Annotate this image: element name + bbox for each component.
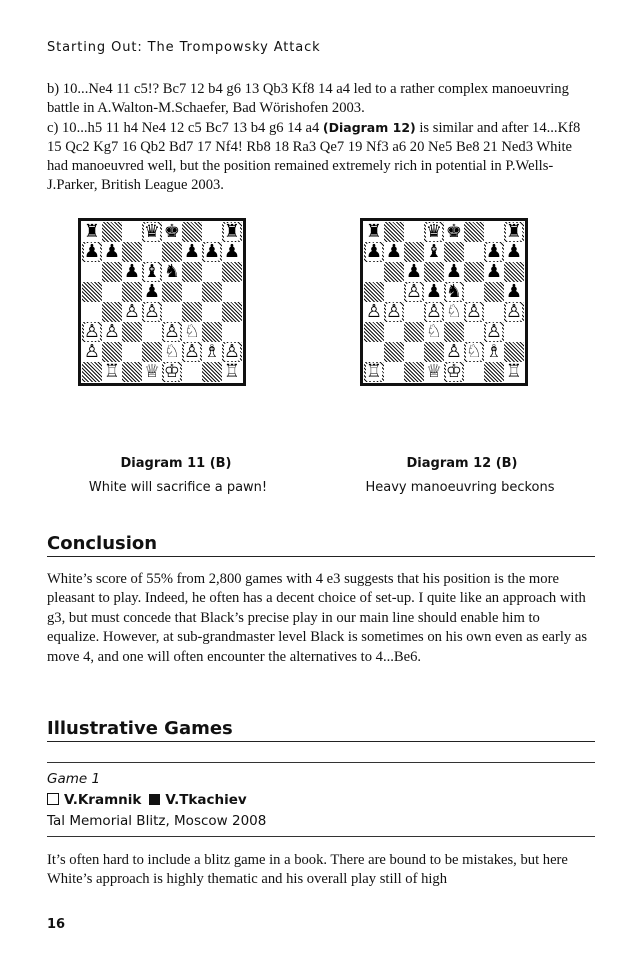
white-king-icon: ♔: [445, 362, 463, 382]
board-square: [222, 242, 242, 262]
board-square: [404, 362, 424, 382]
board-square: [102, 282, 122, 302]
black-pawn-icon: ♟: [365, 242, 383, 262]
board-square: [444, 302, 464, 322]
black-king-icon: ♚: [445, 222, 463, 242]
board-square: [504, 302, 524, 322]
board-square: [404, 282, 424, 302]
board-square: [384, 262, 404, 282]
board-square: [222, 342, 242, 362]
diagram-12-reference: (Diagram 12): [322, 120, 416, 135]
white-pawn-icon: ♙: [123, 302, 141, 322]
board-square: [222, 302, 242, 322]
board-square: [364, 242, 384, 262]
running-head: Starting Out: The Trompowsky Attack: [47, 40, 321, 55]
game-event: Tal Memorial Blitz, Moscow 2008: [47, 813, 267, 829]
white-pawn-icon: ♙: [445, 342, 463, 362]
board-square: [222, 282, 242, 302]
board-square: [122, 242, 142, 262]
white-pawn-icon: ♙: [223, 342, 241, 362]
black-pawn-icon: ♟: [103, 242, 121, 262]
board-square: [102, 242, 122, 262]
white-knight-icon: ♘: [163, 342, 181, 362]
board-square: [404, 322, 424, 342]
board-square: [384, 362, 404, 382]
board-square: [122, 362, 142, 382]
chess-diagram-12: [364, 222, 524, 382]
black-player: V.Tkachiev: [165, 792, 247, 808]
board-square: [384, 282, 404, 302]
board-square: [102, 322, 122, 342]
chess-diagram-11: [82, 222, 242, 382]
white-rook-icon: ♖: [103, 362, 121, 382]
board-square: [182, 322, 202, 342]
white-rook-icon: ♖: [223, 362, 241, 382]
white-pawn-icon: ♙: [163, 322, 181, 342]
white-pawn-icon: ♙: [83, 322, 101, 342]
board-square: [82, 242, 102, 262]
board-square: [484, 262, 504, 282]
variation-c-moves: c) 10...h5 11 h4 Ne4 12 c5 Bc7 13 b4 g6 14 a4: [47, 120, 323, 136]
board-square: [424, 282, 444, 302]
board-square: [202, 302, 222, 322]
white-knight-icon: ♘: [445, 302, 463, 322]
board-square: [444, 342, 464, 362]
board-square: [384, 322, 404, 342]
board-square: [504, 322, 524, 342]
board-square: [182, 302, 202, 322]
board-square: [202, 262, 222, 282]
black-rook-icon: ♜: [505, 222, 523, 242]
game-intro-text: It’s often hard to include a blitz game in a book. There are bound to be mistakes, but here White’s approach is highly thematic and his overall play still of high: [47, 852, 568, 887]
board-square: [464, 222, 484, 242]
board-square: [222, 222, 242, 242]
board-square: [484, 302, 504, 322]
black-rook-icon: ♜: [365, 222, 383, 242]
board-square: [484, 362, 504, 382]
board-square: [364, 322, 384, 342]
black-pawn-icon: ♟: [505, 282, 523, 302]
board-square: [122, 222, 142, 242]
board-square: [142, 282, 162, 302]
board-square: [162, 282, 182, 302]
game-players: [47, 790, 247, 811]
black-rook-icon: ♜: [83, 222, 101, 242]
board-square: [122, 302, 142, 322]
board-square: [384, 302, 404, 322]
board-square: [504, 242, 524, 262]
page-number: 16: [47, 917, 66, 932]
white-pawn-icon: ♙: [103, 322, 121, 342]
black-pawn-icon: ♟: [445, 262, 463, 282]
black-square-icon: [149, 794, 160, 805]
conclusion-text: White’s score of 55% from 2,800 games with 4 e3 suggests that his position is the more pleasant to play. Indeed, he often has a decent choice of set-up. I quite like an approach with g3, but must concede that Black’s precise play in our main line should enable him to equalize. However, at sub-grandmaster level Black is sometimes on his own even as early as move 4, and one will often encounter the alternatives to 4...Be6.: [47, 571, 588, 665]
board-square: [162, 342, 182, 362]
white-pawn-icon: ♙: [405, 282, 423, 302]
board-square: [102, 262, 122, 282]
board-square: [484, 282, 504, 302]
white-bishop-icon: ♗: [203, 342, 221, 362]
board-square: [444, 262, 464, 282]
board-square: [162, 262, 182, 282]
game-header-top-rule: [47, 762, 595, 763]
white-rook-icon: ♖: [505, 362, 523, 382]
black-knight-icon: ♞: [445, 282, 463, 302]
board-square: [444, 242, 464, 262]
board-square: [484, 342, 504, 362]
diagram-11-title: Diagram 11 (B): [120, 456, 232, 471]
board-square: [202, 282, 222, 302]
board-square: [142, 262, 162, 282]
board-square: [222, 322, 242, 342]
board-square: [182, 282, 202, 302]
board-square: [424, 222, 444, 242]
board-square: [484, 242, 504, 262]
board-square: [142, 302, 162, 322]
variation-c-text: [47, 118, 595, 195]
black-pawn-icon: ♟: [405, 262, 423, 282]
board-square: [82, 282, 102, 302]
white-pawn-icon: ♙: [465, 302, 483, 322]
black-pawn-icon: ♟: [505, 242, 523, 262]
board-square: [202, 222, 222, 242]
white-pawn-icon: ♙: [143, 302, 161, 322]
board-square: [82, 322, 102, 342]
white-square-icon: [47, 793, 59, 805]
white-queen-icon: ♕: [425, 362, 443, 382]
board-square: [82, 222, 102, 242]
board-square: [444, 362, 464, 382]
board-square: [82, 302, 102, 322]
board-square: [182, 242, 202, 262]
board-square: [182, 222, 202, 242]
board-square: [162, 222, 182, 242]
white-pawn-icon: ♙: [183, 342, 201, 362]
white-pawn-icon: ♙: [385, 302, 403, 322]
black-pawn-icon: ♟: [183, 242, 201, 262]
board-square: [182, 262, 202, 282]
black-pawn-icon: ♟: [143, 282, 161, 302]
black-pawn-icon: ♟: [203, 242, 221, 262]
black-pawn-icon: ♟: [485, 242, 503, 262]
board-square: [202, 322, 222, 342]
black-king-icon: ♚: [163, 222, 181, 242]
black-queen-icon: ♛: [143, 222, 161, 242]
board-square: [364, 282, 384, 302]
board-square: [504, 262, 524, 282]
board-square: [364, 302, 384, 322]
board-square: [102, 342, 122, 362]
board-square: [404, 262, 424, 282]
diagram-12-caption: Heavy manoeuvring beckons: [365, 480, 555, 495]
board-square: [142, 322, 162, 342]
black-pawn-icon: ♟: [385, 242, 403, 262]
white-pawn-icon: ♙: [365, 302, 383, 322]
board-square: [364, 222, 384, 242]
board-square: [122, 262, 142, 282]
white-bishop-icon: ♗: [485, 342, 503, 362]
board-square: [142, 242, 162, 262]
board-square: [364, 262, 384, 282]
black-pawn-icon: ♟: [223, 242, 241, 262]
game-header-bottom-rule: [47, 836, 595, 837]
board-square: [464, 262, 484, 282]
board-square: [202, 342, 222, 362]
board-square: [142, 222, 162, 242]
board-square: [484, 222, 504, 242]
white-knight-icon: ♘: [425, 322, 443, 342]
board-square: [222, 362, 242, 382]
board-square: [162, 322, 182, 342]
diagram-11-caption: White will sacrifice a pawn!: [88, 480, 268, 495]
board-square: [122, 342, 142, 362]
board-square: [122, 322, 142, 342]
board-square: [424, 342, 444, 362]
board-square: [222, 262, 242, 282]
board-square: [182, 342, 202, 362]
board-square: [384, 242, 404, 262]
board-square: [444, 282, 464, 302]
board-square: [504, 342, 524, 362]
board-square: [444, 322, 464, 342]
board-square: [102, 362, 122, 382]
board-square: [162, 362, 182, 382]
variation-c-continuation: is similar and after 14...Kf8 15 Qc2 Kg7 16 Qb2 Bd7 17 Nf4! Rb8 18 Ra3 Qe7 19 Nf3 a6 20 Ne5 Be8 21 Ned3 White had manoeuvred well, but the position remained extremely rich in potential in P.Wells-J.Parker, British League 2003.: [47, 120, 581, 193]
board-square: [424, 242, 444, 262]
black-queen-icon: ♛: [425, 222, 443, 242]
board-square: [484, 322, 504, 342]
board-square: [182, 362, 202, 382]
black-bishop-icon: ♝: [425, 242, 443, 262]
board-square: [424, 362, 444, 382]
black-pawn-icon: ♟: [485, 262, 503, 282]
board-square: [464, 322, 484, 342]
white-knight-icon: ♘: [183, 322, 201, 342]
white-player: V.Kramnik: [64, 792, 142, 808]
board-square: [102, 302, 122, 322]
board-square: [102, 222, 122, 242]
board-square: [384, 342, 404, 362]
board-square: [364, 362, 384, 382]
board-square: [404, 342, 424, 362]
board-square: [404, 302, 424, 322]
board-square: [122, 282, 142, 302]
illustrative-games-heading: Illustrative Games: [47, 718, 595, 742]
board-square: [162, 302, 182, 322]
board-square: [504, 362, 524, 382]
board-square: [464, 342, 484, 362]
board-square: [464, 302, 484, 322]
board-square: [464, 242, 484, 262]
board-square: [82, 342, 102, 362]
board-square: [202, 242, 222, 262]
board-square: [504, 282, 524, 302]
black-pawn-icon: ♟: [425, 282, 443, 302]
board-square: [384, 222, 404, 242]
white-pawn-icon: ♙: [485, 322, 503, 342]
white-pawn-icon: ♙: [83, 342, 101, 362]
board-square: [464, 282, 484, 302]
diagram-12-title: Diagram 12 (B): [406, 456, 518, 471]
variation-b-text: b) 10...Ne4 11 c5!? Bc7 12 b4 g6 13 Qb3 Kf8 14 a4 led to a rather complex manoeuvring battle in A.Walton-M.Schaefer, Bad Wörishofen 2003.: [47, 81, 569, 116]
board-square: [444, 222, 464, 242]
board-square: [424, 302, 444, 322]
board-square: [202, 362, 222, 382]
white-knight-icon: ♘: [465, 342, 483, 362]
board-square: [504, 222, 524, 242]
board-square: [424, 262, 444, 282]
board-square: [142, 342, 162, 362]
white-queen-icon: ♕: [143, 362, 161, 382]
board-square: [364, 342, 384, 362]
board-square: [82, 362, 102, 382]
game-number: Game 1: [47, 771, 101, 787]
white-pawn-icon: ♙: [425, 302, 443, 322]
board-square: [82, 262, 102, 282]
board-square: [404, 242, 424, 262]
board-square: [424, 322, 444, 342]
board-square: [464, 362, 484, 382]
white-king-icon: ♔: [163, 362, 181, 382]
black-bishop-icon: ♝: [143, 262, 161, 282]
board-square: [162, 242, 182, 262]
black-knight-icon: ♞: [163, 262, 181, 282]
black-rook-icon: ♜: [223, 222, 241, 242]
black-pawn-icon: ♟: [123, 262, 141, 282]
white-pawn-icon: ♙: [505, 302, 523, 322]
conclusion-heading: Conclusion: [47, 533, 595, 557]
board-square: [142, 362, 162, 382]
black-pawn-icon: ♟: [83, 242, 101, 262]
board-square: [404, 222, 424, 242]
white-rook-icon: ♖: [365, 362, 383, 382]
